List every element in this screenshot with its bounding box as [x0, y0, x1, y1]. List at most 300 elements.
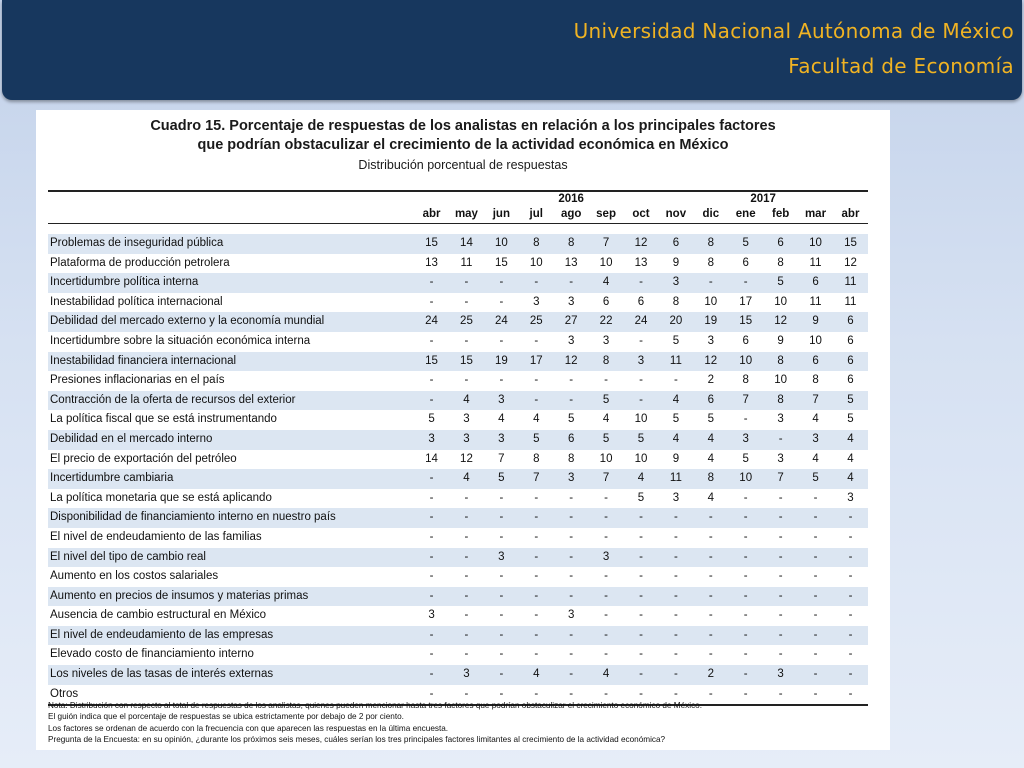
percentage-cell: - [778, 628, 783, 641]
note-line: Pregunta de la Encuesta: en su opinión, ¿durante los próximos seis meses, cuáles serían los tres principales factores limitantes al crecimiento de la actividad económica? [48, 735, 666, 745]
table-row [48, 254, 868, 274]
percentage-cell: - [429, 472, 434, 485]
percentage-cell: 4 [812, 413, 819, 426]
percentage-cell: - [743, 570, 748, 583]
percentage-cell: 20 [669, 315, 683, 328]
percentage-cell: - [639, 609, 643, 622]
percentage-cell: 11 [844, 295, 857, 308]
percentage-cell: 3 [637, 354, 645, 367]
percentage-cell: - [604, 570, 608, 583]
percentage-cell: 5 [672, 413, 680, 426]
percentage-cell: - [673, 511, 678, 524]
table-row [48, 528, 868, 548]
factor-label: Los niveles de las tasas de interés externas [50, 668, 274, 681]
percentage-cell: 6 [707, 393, 714, 406]
percentage-cell: 3 [777, 413, 784, 426]
percentage-cell: 6 [602, 295, 610, 308]
percentage-cell: - [464, 589, 469, 602]
percentage-cell: - [604, 530, 608, 543]
percentage-cell: - [569, 589, 574, 602]
percentage-cell: 4 [847, 472, 854, 485]
percentage-cell: - [743, 413, 748, 426]
percentage-cell: - [604, 511, 608, 524]
percentage-cell: 5 [742, 452, 749, 465]
percentage-cell: - [708, 648, 713, 661]
percentage-cell: 3 [742, 432, 749, 445]
percentage-cell: - [569, 628, 574, 641]
table-title-line1: Cuadro 15. Porcentaje de respuestas de los analistas en relación a los principales factores [150, 118, 776, 134]
percentage-cell: - [743, 276, 748, 289]
table-row [48, 273, 868, 293]
percentage-cell: - [743, 530, 748, 543]
percentage-cell: - [778, 609, 783, 622]
table-row [48, 371, 868, 391]
percentage-cell: - [429, 295, 434, 308]
percentage-cell: - [673, 530, 678, 543]
percentage-cell: - [639, 276, 643, 289]
percentage-cell: - [464, 276, 469, 289]
percentage-cell: - [534, 589, 539, 602]
factor-label: Disponibilidad de financiamiento interno en nuestro país [50, 511, 336, 524]
table-row [48, 469, 868, 489]
percentage-cell: 3 [498, 432, 505, 445]
percentage-cell: 3 [707, 334, 714, 347]
percentage-cell: - [848, 628, 853, 641]
percentage-cell: - [429, 628, 434, 641]
percentage-cell: 8 [567, 237, 575, 249]
percentage-cell: 3 [428, 609, 435, 622]
percentage-cell: - [639, 668, 643, 681]
percentage-cell: 9 [672, 256, 680, 269]
month-header: dic [702, 208, 720, 220]
percentage-cell: - [708, 511, 713, 524]
year-2016: 2016 [558, 193, 584, 205]
table-row [48, 293, 868, 313]
percentage-cell: 4 [637, 472, 645, 485]
percentage-cell: - [429, 687, 434, 700]
percentage-cell: 15 [494, 256, 508, 269]
percentage-cell: 3 [428, 432, 435, 445]
factor-label: Incertidumbre sobre la situación económica interna [50, 334, 311, 347]
percentage-cell: 7 [602, 472, 610, 485]
percentage-cell: 12 [564, 354, 578, 367]
table-row [48, 332, 868, 352]
percentage-cell: 4 [672, 393, 680, 406]
percentage-cell: - [673, 570, 678, 583]
percentage-cell: 19 [704, 315, 718, 328]
percentage-cell: - [778, 432, 783, 445]
percentage-cell: 5 [707, 413, 714, 426]
percentage-cell: - [639, 334, 643, 347]
percentage-cell: - [639, 570, 643, 583]
percentage-cell: 15 [739, 315, 753, 328]
percentage-cell: 3 [847, 491, 854, 504]
percentage-cell: 5 [742, 237, 749, 249]
percentage-cell: - [499, 374, 504, 387]
percentage-cell: 22 [599, 315, 613, 328]
percentage-cell: 4 [707, 452, 714, 465]
percentage-cell: - [778, 550, 783, 563]
percentage-cell: 5 [428, 413, 435, 426]
percentage-cell: - [429, 589, 434, 602]
percentage-cell: - [708, 530, 713, 543]
percentage-cell: - [813, 648, 818, 661]
percentage-cell: 17 [739, 295, 753, 308]
month-header: ago [560, 208, 582, 220]
percentage-cell: 10 [774, 295, 787, 308]
factor-label: El precio de exportación del petróleo [50, 452, 237, 465]
percentage-cell: 6 [847, 354, 854, 367]
percentage-cell: - [743, 511, 748, 524]
percentage-cell: - [743, 609, 748, 622]
percentage-cell: 4 [847, 452, 854, 465]
factor-label: Debilidad del mercado externo y la economía mundial [50, 315, 325, 328]
note-line: Nota: Distribución con respecto al total de respuestas de los analistas, quienes pueden mencionar hasta tres factores que podrían obstaculizar el crecimiento económico de México. [48, 701, 702, 710]
percentage-cell: - [429, 668, 434, 681]
percentage-cell: - [673, 589, 678, 602]
percentage-cell: 7 [812, 393, 819, 406]
percentage-cell: 8 [707, 237, 714, 249]
table-row [48, 567, 868, 587]
percentage-cell: - [464, 491, 469, 504]
percentage-cell: 7 [777, 472, 784, 485]
percentage-cell: 3 [567, 334, 575, 347]
table-row [48, 645, 868, 665]
percentage-cell: 5 [637, 491, 645, 504]
note-line: Los factores se ordenan de acuerdo con la frecuencia con que aparecen las respuestas en la última encuesta. [48, 723, 449, 733]
factor-label: Incertidumbre cambiaria [50, 472, 174, 485]
percentage-cell: - [848, 530, 853, 543]
percentage-cell: - [569, 570, 574, 583]
percentage-cell: 10 [809, 334, 822, 347]
factor-label: Inestabilidad política internacional [50, 295, 223, 308]
percentage-cell: - [813, 550, 818, 563]
percentage-cell: 3 [533, 295, 540, 308]
factor-label: Contracción de la oferta de recursos del exterior [50, 393, 296, 406]
percentage-cell: 11 [669, 472, 682, 485]
percentage-cell: - [464, 648, 469, 661]
percentage-cell: 17 [529, 354, 543, 367]
percentage-cell: - [673, 609, 678, 622]
percentage-cell: 3 [812, 432, 819, 445]
percentage-cell: - [673, 550, 678, 563]
factor-label: La política fiscal que se está instrumentando [50, 413, 277, 426]
table-row [48, 665, 868, 685]
percentage-cell: 3 [567, 472, 575, 485]
percentage-cell: 4 [463, 472, 470, 485]
percentage-cell: 10 [809, 237, 822, 249]
percentage-cell: 11 [844, 276, 857, 289]
table-notes [48, 700, 878, 746]
percentage-cell: - [534, 334, 539, 347]
percentage-cell: - [429, 530, 434, 543]
percentage-cell: - [464, 687, 469, 700]
percentage-cell: - [464, 530, 469, 543]
percentage-cell: - [708, 609, 713, 622]
factor-label: Plataforma de producción petrolera [50, 256, 230, 269]
percentage-cell: - [848, 609, 853, 622]
percentage-cell: - [604, 687, 608, 700]
month-header: oct [632, 208, 650, 220]
percentage-cell: - [778, 570, 783, 583]
percentage-cell: - [778, 491, 783, 504]
percentage-cell: - [569, 687, 574, 700]
percentage-cell: 4 [602, 276, 610, 289]
percentage-cell: - [534, 393, 539, 406]
percentage-cell: - [673, 648, 678, 661]
percentage-cell: 13 [634, 256, 648, 269]
month-header: jul [529, 208, 543, 220]
month-header: ene [735, 208, 756, 220]
factor-label: El nivel de endeudamiento de las empresas [50, 628, 274, 641]
factor-label: Debilidad en el mercado interno [50, 432, 213, 445]
percentage-cell: 8 [812, 374, 819, 387]
table-title-line2: que podrían obstaculizar el crecimiento de la actividad económica en México [197, 137, 729, 153]
percentage-cell: 3 [602, 550, 610, 563]
percentage-cell: - [499, 530, 504, 543]
percentage-cell: 9 [672, 452, 680, 465]
percentage-cell: - [743, 628, 748, 641]
percentage-cell: 19 [494, 354, 508, 367]
university-name: Universidad Nacional Autónoma de México [573, 19, 1014, 43]
percentage-cell: - [499, 609, 504, 622]
percentage-cell: 3 [498, 393, 505, 406]
percentage-cell: - [813, 530, 818, 543]
percentage-cell: 13 [564, 256, 578, 269]
percentage-cell: 25 [529, 315, 543, 328]
percentage-cell: 6 [567, 432, 575, 445]
percentage-cell: 6 [742, 334, 749, 347]
percentage-cell: - [778, 687, 783, 700]
percentage-cell: - [499, 491, 504, 504]
percentage-cell: - [534, 276, 539, 289]
percentage-cell: - [639, 550, 643, 563]
percentage-cell: - [464, 609, 469, 622]
percentage-cell: - [743, 550, 748, 563]
document-image [36, 110, 890, 750]
percentage-cell: - [813, 589, 818, 602]
percentage-cell: 11 [460, 256, 473, 269]
month-header: may [454, 208, 478, 220]
month-header: jun [492, 208, 510, 220]
percentage-cell: - [429, 334, 434, 347]
percentage-cell: - [708, 628, 713, 641]
percentage-cell: - [848, 570, 853, 583]
percentage-cell: 4 [533, 668, 540, 681]
percentage-cell: 12 [634, 237, 648, 249]
percentage-cell: 3 [567, 295, 575, 308]
percentage-cell: 7 [533, 472, 540, 485]
percentage-cell: - [848, 589, 853, 602]
percentage-cell: 6 [637, 295, 645, 308]
table-row [48, 450, 868, 470]
percentage-cell: - [534, 687, 539, 700]
percentage-cell: 2 [707, 668, 714, 681]
percentage-cell: - [708, 570, 713, 583]
percentage-cell: - [639, 511, 643, 524]
percentage-cell: 8 [707, 256, 714, 269]
percentage-cell: 4 [602, 668, 610, 681]
percentage-cell: 15 [425, 237, 438, 249]
percentage-cell: - [499, 668, 504, 681]
percentage-cell: - [429, 491, 434, 504]
percentage-cell: - [429, 511, 434, 524]
percentage-cell: - [778, 511, 783, 524]
percentage-cell: 5 [847, 393, 854, 406]
percentage-cell: 2 [707, 374, 714, 387]
percentage-cell: - [464, 374, 469, 387]
month-header: nov [665, 208, 687, 220]
percentage-cell: 3 [672, 276, 680, 289]
percentage-cell: - [429, 393, 434, 406]
percentage-cell: - [708, 276, 713, 289]
table-row [48, 312, 868, 332]
percentage-cell: 4 [602, 413, 610, 426]
percentage-cell: 14 [425, 452, 438, 465]
percentage-cell: - [464, 511, 469, 524]
percentage-cell: 4 [672, 432, 680, 445]
percentage-cell: - [813, 511, 818, 524]
percentage-cell: - [569, 550, 574, 563]
percentage-cell: 12 [460, 452, 473, 465]
percentage-cell: 5 [602, 432, 610, 445]
percentage-cell: 6 [847, 334, 854, 347]
table-row [48, 391, 868, 411]
percentage-cell: - [604, 589, 608, 602]
percentage-cell: - [429, 550, 434, 563]
percentage-cell: - [639, 648, 643, 661]
percentage-cell: - [813, 609, 818, 622]
percentage-cell: 12 [844, 256, 857, 269]
percentage-cell: 8 [533, 452, 540, 465]
percentage-cell: 10 [599, 452, 613, 465]
percentage-cell: 3 [463, 432, 470, 445]
percentage-cell: 10 [739, 472, 753, 485]
factor-label: La política monetaria que se está aplicando [50, 491, 272, 504]
percentage-cell: 9 [777, 334, 784, 347]
factor-label: Problemas de inseguridad pública [50, 237, 224, 249]
note-line: El guión indica que el porcentaje de respuestas se ubica estrictamente por debajo de 2 por ciento. [48, 712, 404, 722]
percentage-cell: - [639, 393, 643, 406]
percentage-cell: 12 [704, 354, 718, 367]
percentage-cell: 6 [847, 315, 854, 328]
percentage-cell: - [569, 393, 574, 406]
percentage-cell: - [673, 374, 678, 387]
table-subtitle: Distribución porcentual de respuestas [358, 158, 568, 172]
percentage-cell: 6 [812, 276, 819, 289]
percentage-cell: 3 [463, 413, 470, 426]
factor-label: Ausencia de cambio estructural en México [50, 609, 267, 622]
percentage-cell: 3 [777, 452, 784, 465]
year-2017: 2017 [750, 193, 776, 205]
percentage-cell: 5 [602, 393, 610, 406]
table-row [48, 626, 868, 646]
percentage-cell: - [534, 550, 539, 563]
percentage-cell: - [673, 687, 678, 700]
month-header: mar [804, 208, 827, 220]
percentage-cell: 3 [463, 668, 470, 681]
month-header-row [48, 206, 868, 224]
percentage-cell: 24 [494, 315, 508, 328]
percentage-cell: 8 [533, 237, 540, 249]
percentage-cell: - [848, 648, 853, 661]
table-row [48, 587, 868, 607]
table-row [48, 548, 868, 568]
percentage-cell: 5 [847, 413, 854, 426]
factors-table [48, 190, 868, 706]
percentage-cell: - [569, 648, 574, 661]
percentage-cell: - [813, 628, 818, 641]
percentage-cell: 10 [599, 256, 613, 269]
month-header: feb [771, 208, 790, 220]
percentage-cell: 24 [634, 315, 648, 328]
month-header: abr [422, 208, 441, 220]
percentage-cell: - [708, 589, 713, 602]
percentage-cell: - [569, 511, 574, 524]
percentage-cell: 3 [567, 609, 575, 622]
percentage-cell: - [708, 687, 713, 700]
percentage-cell: - [813, 668, 818, 681]
percentage-cell: 7 [498, 452, 505, 465]
percentage-cell: 11 [809, 295, 822, 308]
year-header-row [48, 191, 868, 206]
percentage-cell: 27 [564, 315, 578, 328]
percentage-cell: - [429, 276, 434, 289]
percentage-cell: - [569, 276, 574, 289]
percentage-cell: 12 [774, 315, 787, 328]
factor-label: Aumento en precios de insumos y materias primas [50, 589, 309, 602]
percentage-cell: 10 [529, 256, 543, 269]
percentage-cell: - [604, 491, 608, 504]
percentage-cell: 4 [498, 413, 505, 426]
percentage-cell: - [604, 374, 608, 387]
table-row [48, 410, 868, 430]
percentage-cell: 11 [669, 354, 682, 367]
percentage-cell: - [813, 570, 818, 583]
percentage-cell: 15 [425, 354, 438, 367]
percentage-cell: 5 [812, 472, 819, 485]
percentage-cell: 5 [567, 413, 575, 426]
percentage-cell: - [848, 550, 853, 563]
percentage-cell: 3 [777, 668, 784, 681]
percentage-cell: 8 [567, 452, 575, 465]
percentage-cell: - [813, 687, 818, 700]
percentage-cell: 10 [634, 452, 648, 465]
percentage-cell: 5 [533, 432, 540, 445]
percentage-cell: 13 [425, 256, 438, 269]
percentage-cell: - [499, 648, 504, 661]
percentage-cell: - [743, 687, 748, 700]
percentage-cell: 5 [672, 334, 680, 347]
percentage-cell: - [639, 628, 643, 641]
percentage-cell: 5 [637, 432, 645, 445]
percentage-cell: 8 [602, 354, 610, 367]
percentage-cell: - [464, 334, 469, 347]
percentage-cell: 6 [847, 374, 854, 387]
table-row [48, 508, 868, 528]
percentage-cell: - [534, 491, 539, 504]
percentage-cell: 6 [777, 237, 784, 249]
percentage-cell: 4 [847, 432, 854, 445]
table-row [48, 352, 868, 372]
percentage-cell: 5 [777, 276, 784, 289]
percentage-cell: 7 [742, 393, 749, 406]
percentage-cell: - [499, 628, 504, 641]
table-row [48, 489, 868, 509]
percentage-cell: 3 [672, 491, 680, 504]
table-row [48, 234, 868, 254]
percentage-cell: 6 [672, 237, 680, 249]
